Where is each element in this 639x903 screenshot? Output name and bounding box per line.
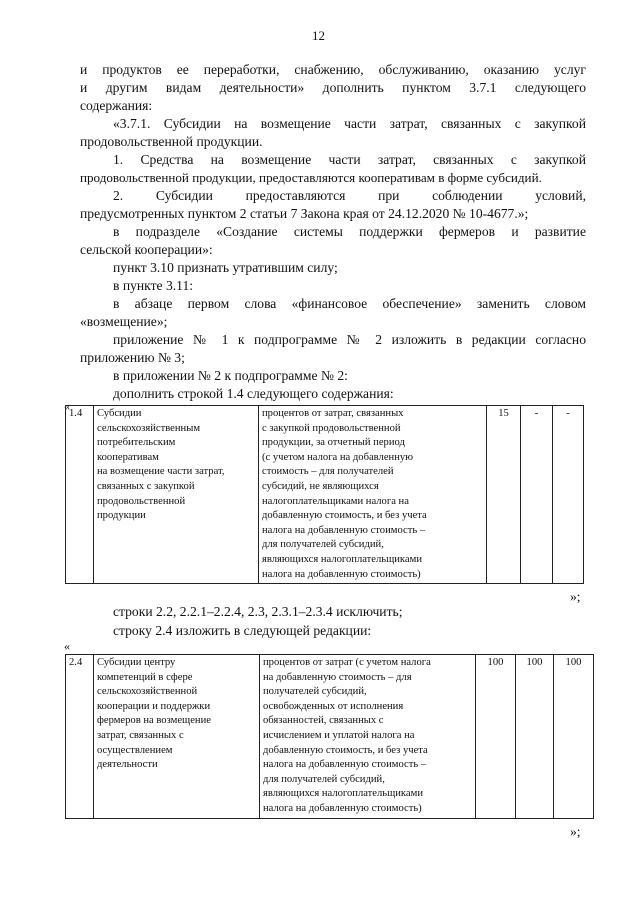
cell-line: налога на добавленную стоимость – (263, 759, 427, 771)
quote-close: »; (570, 824, 581, 839)
cell-line: на возмещение части затрат, (97, 466, 225, 478)
text-line: продовольственной продукции. (80, 134, 263, 149)
table-cell-value-2: - (521, 406, 553, 584)
cell-line: продовольственной (97, 495, 186, 507)
text-line: строки 2.2, 2.2.1–2.2.4, 2.3, 2.3.1–2.3.4 исключить; (113, 604, 403, 619)
cell-line: освобожденных от исполнения (263, 700, 404, 712)
cell-line: фермеров на возмещение (97, 715, 211, 727)
cell-line: добавленную стоимость, и без учета (263, 744, 428, 756)
cell-line: деятельности (97, 759, 158, 771)
table-cell-name (94, 406, 259, 584)
text-line: «3.7.1. Субсидии на возмещение части затрат, связанных с закупкой (113, 116, 586, 131)
text-line: в пункте 3.11: (113, 278, 194, 293)
table-cell-unit (260, 655, 476, 819)
cell-line: сельскохозяйственной (97, 686, 198, 698)
text-line: предусмотренных пунктом 2 статьи 7 Закона края от 24.12.2020 № 10-4677.»; (80, 206, 529, 221)
text-line: содержания: (80, 98, 153, 113)
text-line: в абзаце первом слова «финансовое обеспечение» заменить словом (113, 296, 586, 311)
table-cell-value-1: 100 (476, 655, 516, 819)
cell-line: налогоплательщиками налога на (262, 495, 409, 507)
table-cell-num: 1.4 (66, 406, 94, 584)
cell-line: кооперативам (97, 451, 159, 463)
quote-close: »; (570, 589, 581, 604)
table-cell-num: 2.4 (66, 655, 94, 819)
text-line: сельской кооперации»: (80, 242, 213, 257)
cell-line: обязанностей, связанных с (263, 715, 384, 727)
table-cell-name (94, 655, 260, 819)
cell-line: субсидий, не являющихся (262, 480, 379, 492)
cell-line: кооперации и поддержки (97, 700, 211, 712)
text-line: в приложении № 2 к подпрограмме № 2: (113, 368, 348, 383)
quote-open: « (64, 639, 70, 653)
text-line: 1. Средства на возмещение части затрат, связанных с закупкой (113, 152, 586, 167)
text-line: строку 2.4 изложить в следующей редакции: (113, 623, 372, 638)
cell-line: процентов от затрат (с учетом налога (263, 657, 431, 668)
cell-line: Субсидии центру (97, 657, 176, 668)
cell-line: получателей субсидий, (263, 686, 367, 698)
cell-line: затрат, связанных с (97, 729, 184, 741)
cell-line: с закупкой продовольственной (262, 422, 401, 434)
table-cell-value-3: - (553, 406, 584, 584)
text-line: в подразделе «Создание системы поддержки фермеров и развитие (113, 224, 586, 239)
table-row-1-4 (65, 405, 584, 584)
cell-line: осуществлением (97, 744, 173, 756)
cell-line: налога на добавленную стоимость) (262, 568, 421, 580)
text-line: пункт 3.10 признать утратившим силу; (113, 260, 338, 275)
cell-line: продукции (97, 510, 146, 522)
cell-line: добавленную стоимость, и без учета (262, 510, 427, 522)
table-cell-value-3: 100 (554, 655, 594, 819)
table-cell-value-1: 15 (487, 406, 521, 584)
cell-line: исчислением и уплатой налога на (263, 729, 415, 741)
quote-open: « (64, 399, 70, 413)
text-line: «возмещение»; (80, 314, 168, 329)
table-row-2-4 (65, 654, 594, 819)
text-line: 2. Субсидии предоставляются при соблюдении условий, (113, 188, 586, 203)
cell-line: Субсидии (97, 408, 142, 419)
table-cell-value-2: 100 (516, 655, 554, 819)
cell-line: потребительским (97, 437, 176, 449)
cell-line: (с учетом налога на добавленную (262, 451, 414, 463)
cell-line: для получателей субсидий, (263, 773, 385, 785)
table-cell-unit (259, 406, 487, 584)
cell-line: сельскохозяйственным (97, 422, 201, 434)
cell-line: процентов от затрат, связанных (262, 408, 404, 419)
text-line: дополнить строкой 1.4 следующего содержания: (113, 386, 394, 401)
text-line: приложению № 3; (80, 350, 185, 365)
cell-line: налога на добавленную стоимость – (262, 524, 426, 536)
cell-line: связанных с закупкой (97, 480, 195, 492)
cell-line: компетенций в сфере (97, 671, 193, 683)
text-line: продовольственной продукции, предоставляются кооперативам в форме субсидий. (80, 170, 542, 185)
cell-line: являющихся налогоплательщиками (262, 553, 422, 565)
cell-line: налога на добавленную стоимость) (263, 802, 422, 814)
cell-line: для получателей субсидий, (262, 539, 384, 551)
text-line: и продуктов ее переработки, снабжению, обслуживанию, оказанию услуг (80, 62, 586, 77)
cell-line: продукции, за отчетный период (262, 437, 405, 449)
text-line: и другим видам деятельности» дополнить пунктом 3.7.1 следующего (80, 80, 586, 95)
text-line: приложение № 1 к подпрограмме № 2 изложить в редакции согласно (113, 332, 586, 347)
cell-line: стоимость – для получателей (262, 466, 394, 478)
cell-line: являющихся налогоплательщиками (263, 788, 423, 800)
cell-line: на добавленную стоимость – для (263, 671, 412, 683)
page-number: 12 (312, 28, 325, 43)
